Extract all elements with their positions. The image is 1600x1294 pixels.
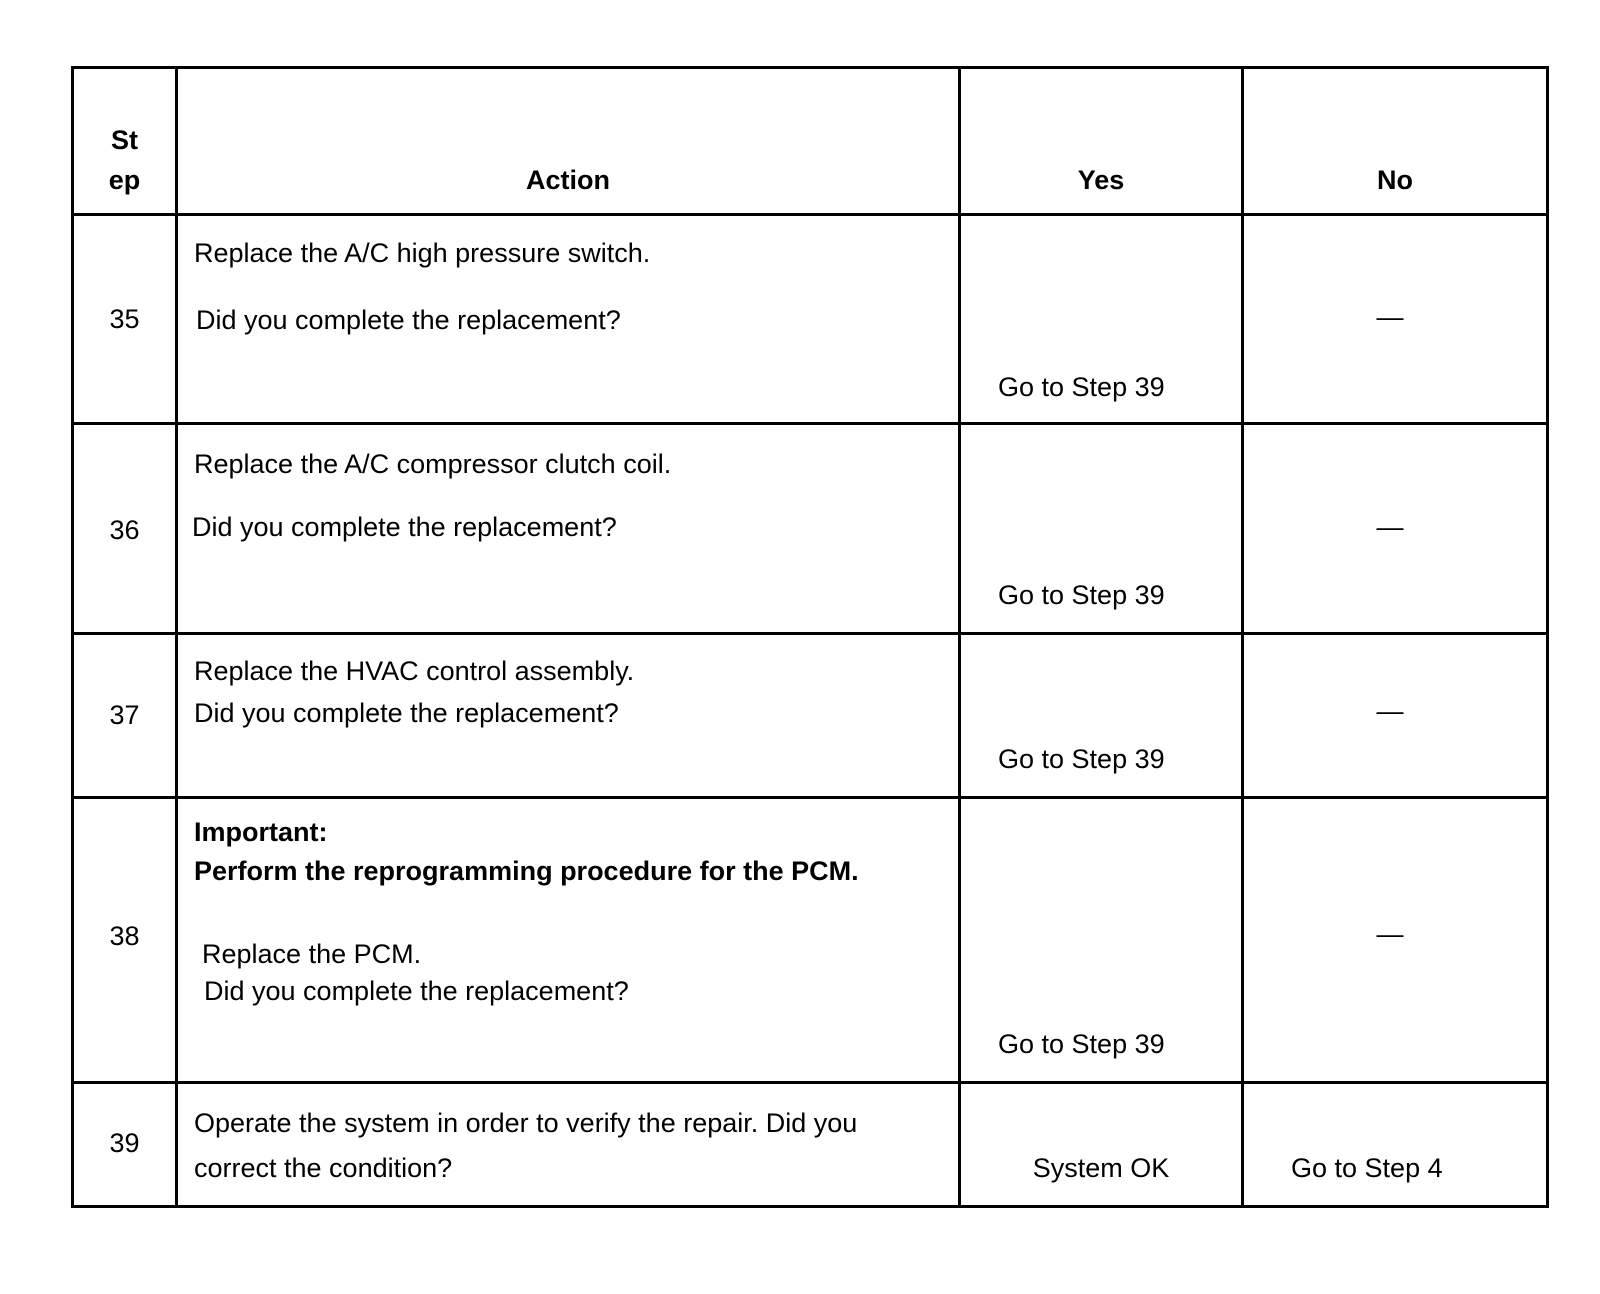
action-question: Did you complete the replacement? bbox=[192, 512, 617, 542]
header-no-cell bbox=[1244, 69, 1546, 213]
action-cell bbox=[178, 635, 961, 796]
no-result: — bbox=[1376, 696, 1404, 726]
action-question: Did you complete the replacement? bbox=[204, 976, 629, 1006]
table-row bbox=[74, 1084, 1546, 1205]
yes-result: System OK bbox=[1032, 1153, 1170, 1183]
yes-result: Go to Step 39 bbox=[998, 580, 1165, 610]
diagnostic-table bbox=[71, 66, 1549, 1208]
no-result: Go to Step 4 bbox=[1291, 1153, 1443, 1183]
action-text: Replace the HVAC control assembly. bbox=[194, 656, 635, 686]
yes-result: Go to Step 39 bbox=[998, 372, 1165, 402]
yes-cell bbox=[961, 216, 1244, 422]
header-step-cell bbox=[74, 69, 178, 213]
table-row bbox=[74, 216, 1546, 425]
step-number: 37 bbox=[109, 700, 140, 730]
action-cell bbox=[178, 216, 961, 422]
action-text: Replace the A/C high pressure switch. bbox=[194, 238, 651, 268]
step-number: 36 bbox=[109, 515, 140, 545]
yes-cell bbox=[961, 635, 1244, 796]
action-cell bbox=[178, 799, 961, 1081]
header-action: Action bbox=[526, 165, 610, 195]
yes-result: Go to Step 39 bbox=[998, 744, 1165, 774]
no-cell bbox=[1244, 799, 1546, 1081]
no-result: — bbox=[1376, 302, 1404, 332]
action-question: Did you complete the replacement? bbox=[194, 698, 619, 728]
important-text: Perform the reprogramming procedure for the PCM. bbox=[194, 856, 859, 886]
header-yes: Yes bbox=[1077, 165, 1125, 195]
header-no: No bbox=[1377, 165, 1413, 195]
no-result: — bbox=[1376, 512, 1404, 542]
yes-result: Go to Step 39 bbox=[998, 1029, 1165, 1059]
step-number: 39 bbox=[109, 1128, 140, 1158]
step-cell bbox=[74, 425, 178, 632]
action-cell bbox=[178, 1084, 961, 1205]
yes-cell bbox=[961, 799, 1244, 1081]
action-question: Did you complete the replacement? bbox=[196, 305, 621, 335]
step-cell bbox=[74, 216, 178, 422]
table-header-row bbox=[74, 69, 1546, 216]
important-label: Important: bbox=[194, 817, 328, 847]
step-cell bbox=[74, 799, 178, 1081]
step-cell bbox=[74, 1084, 178, 1205]
yes-cell bbox=[961, 1084, 1244, 1205]
no-result: — bbox=[1376, 919, 1404, 949]
table-row bbox=[74, 425, 1546, 635]
header-step-line2: ep bbox=[108, 165, 141, 195]
action-text: Replace the A/C compressor clutch coil. bbox=[194, 449, 672, 479]
action-text: Operate the system in order to verify the repair. Did you bbox=[194, 1108, 858, 1138]
table-row bbox=[74, 635, 1546, 799]
header-action-cell bbox=[178, 69, 961, 213]
step-number: 35 bbox=[109, 304, 140, 334]
no-cell bbox=[1244, 425, 1546, 632]
step-number: 38 bbox=[109, 921, 140, 951]
step-cell bbox=[74, 635, 178, 796]
yes-cell bbox=[961, 425, 1244, 632]
no-cell bbox=[1244, 635, 1546, 796]
action-cell bbox=[178, 425, 961, 632]
action-question: correct the condition? bbox=[194, 1153, 453, 1183]
table-row bbox=[74, 799, 1546, 1084]
no-cell bbox=[1244, 1084, 1546, 1205]
header-yes-cell bbox=[961, 69, 1244, 213]
header-step-line1: St bbox=[111, 125, 138, 155]
no-cell bbox=[1244, 216, 1546, 422]
action-text: Replace the PCM. bbox=[202, 939, 422, 969]
